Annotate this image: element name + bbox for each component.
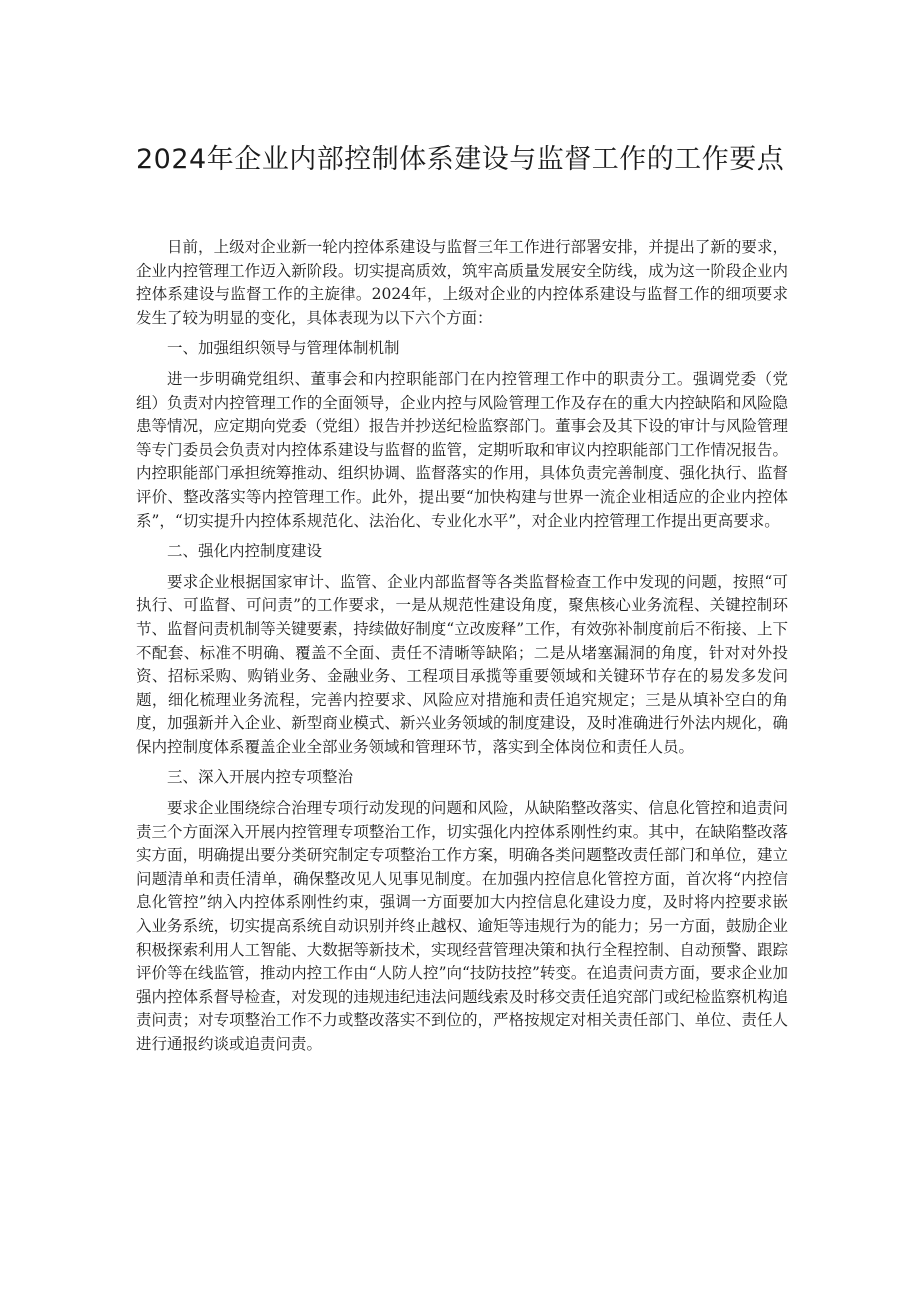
section-heading: 二、强化内控制度建设 [167,542,323,561]
section-paragraph: 进一步明确党组织、董事会和内控职能部门在内控管理工作中的职责分工。强调党委（党组）负责对内控管理工作的全面领导，企业内控与风险管理工作及存在的重大内控缺陷和风险隐患等情况，应定期向党委（党组）报告并抄送纪检监察部门。董事会及其下设的审计与风险管理等专门委员会负责对内控体系建设与监督的监管，定期听取和审议内控职能部门工作情况报告。内控职能部门承担统筹推动、组织协调、监督落实的作用，具体负责完善制度、强化执行、监督评价、整改落实等内控管理工作。此外，提出要“加快构建与世界一流企业相适应的企业内控体系”，“切实提升内控体系规范化、法治化、专业化水平”，对企业内控管理工作提出更高要求。 [136,369,788,530]
document-body [136,236,788,1057]
section-paragraph: 要求企业围绕综合治理专项行动发现的问题和风险，从缺陷整改落实、信息化管控和追责问责三个方面深入开展内控管理专项整治工作，切实强化内控体系刚性约束。其中，在缺陷整改落实方面，明确提出要分类研究制定专项整治工作方案，明确各类问题整改责任部门和单位，建立问题清单和责任清单，确保整改见人见事见制度。在加强内控信息化管控方面，首次将“内控信息化管控”纳入内控体系刚性约束，强调一方面要加大内控信息化建设力度，及时将内控要求嵌入业务系统，切实提高系统自动识别并终止越权、逾矩等违规行为的能力；另一方面，鼓励企业积极探索利用人工智能、大数据等新技术，实现经营管理决策和执行全程控制、自动预警、跟踪评价等在线监管，推动内控工作由“人防人控”向“技防技控”转变。在追责问责方面，要求企业加强内控体系督导检查，对发现的违规违纪违法问题线索及时移交责任追究部门或纪检监察机构追责问责；对专项整治工作不力或整改落实不到位的，严格按规定对相关责任部门、单位、责任人进行通报约谈或追责问责。 [136,799,788,1053]
intro-paragraph: 日前，上级对企业新一轮内控体系建设与监督三年工作进行部署安排，并提出了新的要求，企业内控管理工作迈入新阶段。切实提高质效，筑牢高质量发展安全防线，成为这一阶段企业内控体系建设与监督工作的主旋律。2024年，上级对企业的内控体系建设与监督工作的细项要求发生了较为明显的变化，具体表现为以下六个方面： [136,238,788,327]
section-heading: 一、加强组织领导与管理体制机制 [167,339,400,358]
document-title: 2024年企业内部控制体系建设与监督工作的工作要点 [136,144,785,175]
section-paragraph: 要求企业根据国家审计、监管、企业内部监督等各类监督检查工作中发现的问题，按照“可执行、可监督、可问责”的工作要求，一是从规范性建设角度，聚焦核心业务流程、关键控制环节、监督问责机制等关键要素，持续做好制度“立改废释”工作，有效弥补制度前后不衔接、上下不配套、标准不明确、覆盖不全面、责任不清晰等缺陷；二是从堵塞漏洞的角度，针对对外投资、招标采购、购销业务、金融业务、工程项目承揽等重要领域和关键环节存在的易发多发问题，细化梳理业务流程，完善内控要求、风险应对措施和责任追究规定；三是从填补空白的角度，加强新并入企业、新型商业模式、新兴业务领域的制度建设，及时准确进行外法内规化，确保内控制度体系覆盖企业全部业务领域和管理环节，落实到全体岗位和责任人员。 [136,572,788,756]
section-heading: 三、深入开展内控专项整治 [167,768,354,787]
